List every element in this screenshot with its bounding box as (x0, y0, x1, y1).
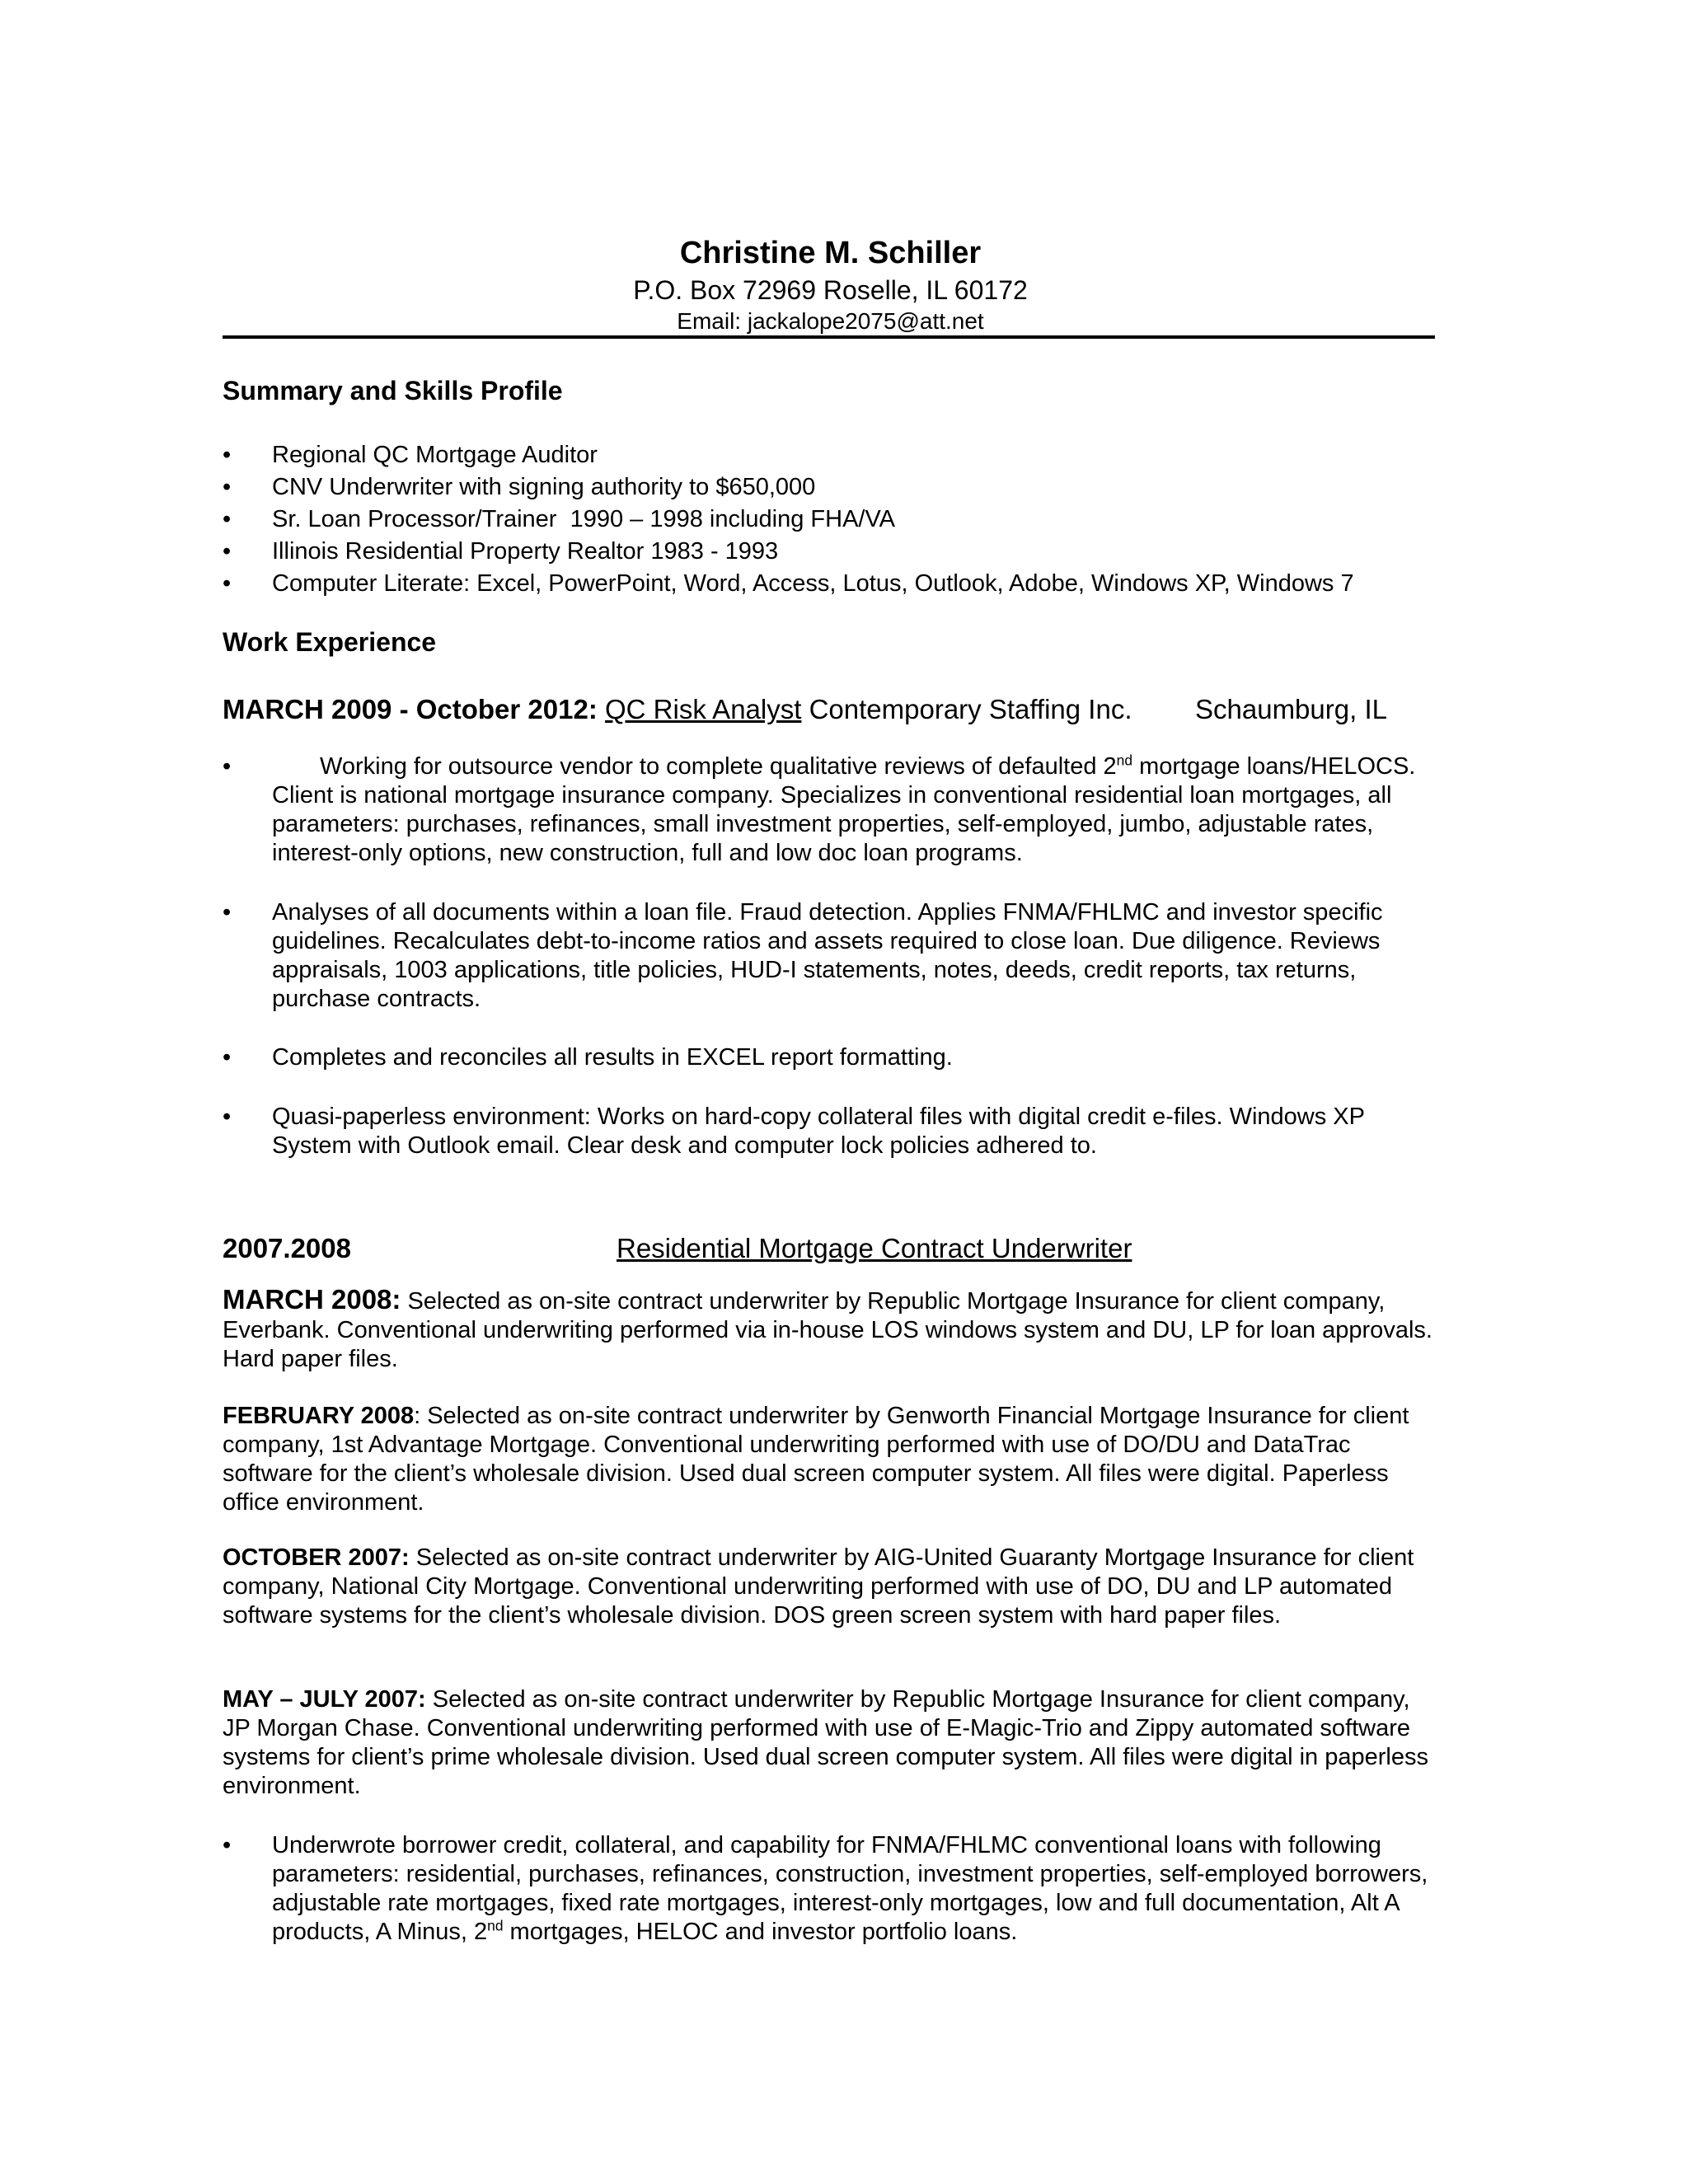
contract-entry (223, 1544, 1442, 1630)
mailing-address: P.O. Box 72969 Roselle, IL 60172 (633, 275, 1028, 305)
summary-item (223, 537, 1442, 566)
contract-entry (223, 1402, 1442, 1517)
bullet-icon: • (223, 442, 232, 468)
job-bullet-text-part: Underwrote borrower credit, collateral, and capability for FNMA/FHLMC conventional loans with following parameters: residential, purchases, refinances, construction, investment properties, self-employed borrowers, adjustable rate mortgages, fixed rate mortgages, interest-only mortgages, low and full documentation, Alt A products, A Minus, 2 (272, 1832, 1428, 1945)
candidate-name: Christine M. Schiller (679, 236, 982, 270)
bullet-icon: • (223, 753, 232, 780)
job-bullet (223, 1103, 1442, 1160)
contract-entry-date: MAY – JULY 2007: (223, 1686, 426, 1713)
job-location: Schaumburg, IL (1195, 694, 1387, 724)
contract-entry (223, 1285, 1442, 1374)
summary-item-text: Illinois Residential Property Realtor 1983 - 1993 (272, 538, 779, 565)
job-company: Contemporary Staffing Inc. (801, 694, 1132, 724)
job-title: Residential Mortgage Contract Underwriter (617, 1233, 1132, 1263)
contract-entry-date: OCTOBER 2007: (223, 1544, 410, 1571)
ordinal-suffix: nd (487, 1917, 504, 1934)
bullet-icon: • (223, 538, 232, 565)
summary-item (223, 569, 1442, 598)
contract-entry-text: Selected as on-site contract underwriter by Republic Mortgage Insurance for client company, Everbank. Conventional underwriting performed via in-house LOS windows system and DU, LP for loan approvals. Hard paper files. (223, 1288, 1432, 1372)
job-bullet-text: Analyses of all documents within a loan file. Fraud detection. Applies FNMA/FHLMC and investor specific guidelines. Recalculates debt-to-income ratios and assets required to close loan. Due diligence. Reviews appraisals, 1003 applications, title policies, HUD-I statements, notes, deeds, credit reports, tax returns, purchase contracts. (272, 899, 1383, 1012)
bullet-icon: • (223, 899, 232, 926)
job-bullet-text-part: mortgage loans/HELOCS. Client is national mortgage insurance company. Specializes in conventional residential loan mortgages, all parameters: purchases, refinances, small investment properties, self-employed, jumbo, adjustable rates, interest-only options, new construction, full and low doc loan programs. (272, 753, 1416, 866)
summary-item (223, 441, 1442, 470)
contract-entry-date: FEBRUARY 2008 (223, 1403, 415, 1429)
job-bullet-text-part: mortgages, HELOC and investor portfolio loans. (503, 1919, 1018, 1945)
contract-entry-text: : Selected as on-site contract underwriter by Genworth Financial Mortgage Insurance for client company, 1st Advantage Mortgage. Conventional underwriting performed with use of DO/DU and DataTrac software for the client’s wholesale division. Used dual screen computer system. All files were digital. Paperless office environment. (223, 1403, 1409, 1516)
job-header (223, 694, 1387, 725)
ordinal-suffix: nd (1116, 752, 1133, 769)
summary-item-text: Regional QC Mortgage Auditor (272, 442, 598, 468)
bullet-icon: • (223, 1044, 232, 1071)
contract-entry-date: MARCH 2008: (223, 1284, 401, 1315)
summary-item (223, 473, 1442, 502)
summary-item-text: Sr. Loan Processor/Trainer 1990 – 1998 including FHA/VA (272, 506, 896, 532)
bullet-icon: • (223, 570, 232, 597)
email-address: Email: jackalope2075@att.net (677, 308, 984, 334)
summary-item (223, 505, 1442, 534)
job-bullet-text (272, 752, 1442, 868)
bullet-icon: • (223, 1832, 232, 1858)
job-bullet-text (272, 1831, 1442, 1947)
bullet-icon: • (223, 506, 232, 532)
contract-entry (223, 1685, 1442, 1801)
job-bullet (223, 1831, 1442, 1947)
job-bullet-text: Quasi-paperless environment: Works on hard-copy collateral files with digital credit e-files. Windows XP System with Outlook email. Clear desk and computer lock policies adhered to. (272, 1104, 1365, 1159)
job-bullet-text: Completes and reconciles all results in EXCEL report formatting. (272, 1044, 953, 1071)
summary-heading: Summary and Skills Profile (223, 376, 563, 405)
bullet-icon: • (223, 474, 232, 500)
contract-entry-text: Selected as on-site contract underwriter by AIG-United Guaranty Mortgage Insurance for client company, National City Mortgage. Conventional underwriting performed with use of DO, DU and LP automated software systems for the client’s wholesale division. DOS green screen system with hard paper files. (223, 1544, 1414, 1629)
job-dates: MARCH 2009 - October 2012: (223, 694, 598, 724)
header-divider (223, 335, 1435, 339)
summary-item-text: Computer Literate: Excel, PowerPoint, Word, Access, Lotus, Outlook, Adobe, Windows XP, Windows 7 (272, 570, 1354, 597)
job-bullet-text-part: Working for outsource vendor to complete qualitative reviews of defaulted 2 (320, 753, 1117, 780)
summary-item-text: CNV Underwriter with signing authority to $650,000 (272, 474, 816, 500)
work-experience-heading: Work Experience (223, 627, 437, 657)
job-bullet (223, 1043, 1442, 1072)
contract-entry-text: Selected as on-site contract underwriter by Republic Mortgage Insurance for client company, JP Morgan Chase. Conventional underwriting performed with use of E-Magic-Trio and Zippy automated software systems for client’s prime wholesale division. Used dual screen computer system. All files were digital in paperless environment. (223, 1686, 1428, 1799)
bullet-icon: • (223, 1104, 232, 1130)
job-bullet (223, 752, 1442, 868)
job-title: QC Risk Analyst (605, 694, 802, 724)
job-years: 2007.2008 (223, 1233, 351, 1263)
job-bullet (223, 898, 1442, 1014)
